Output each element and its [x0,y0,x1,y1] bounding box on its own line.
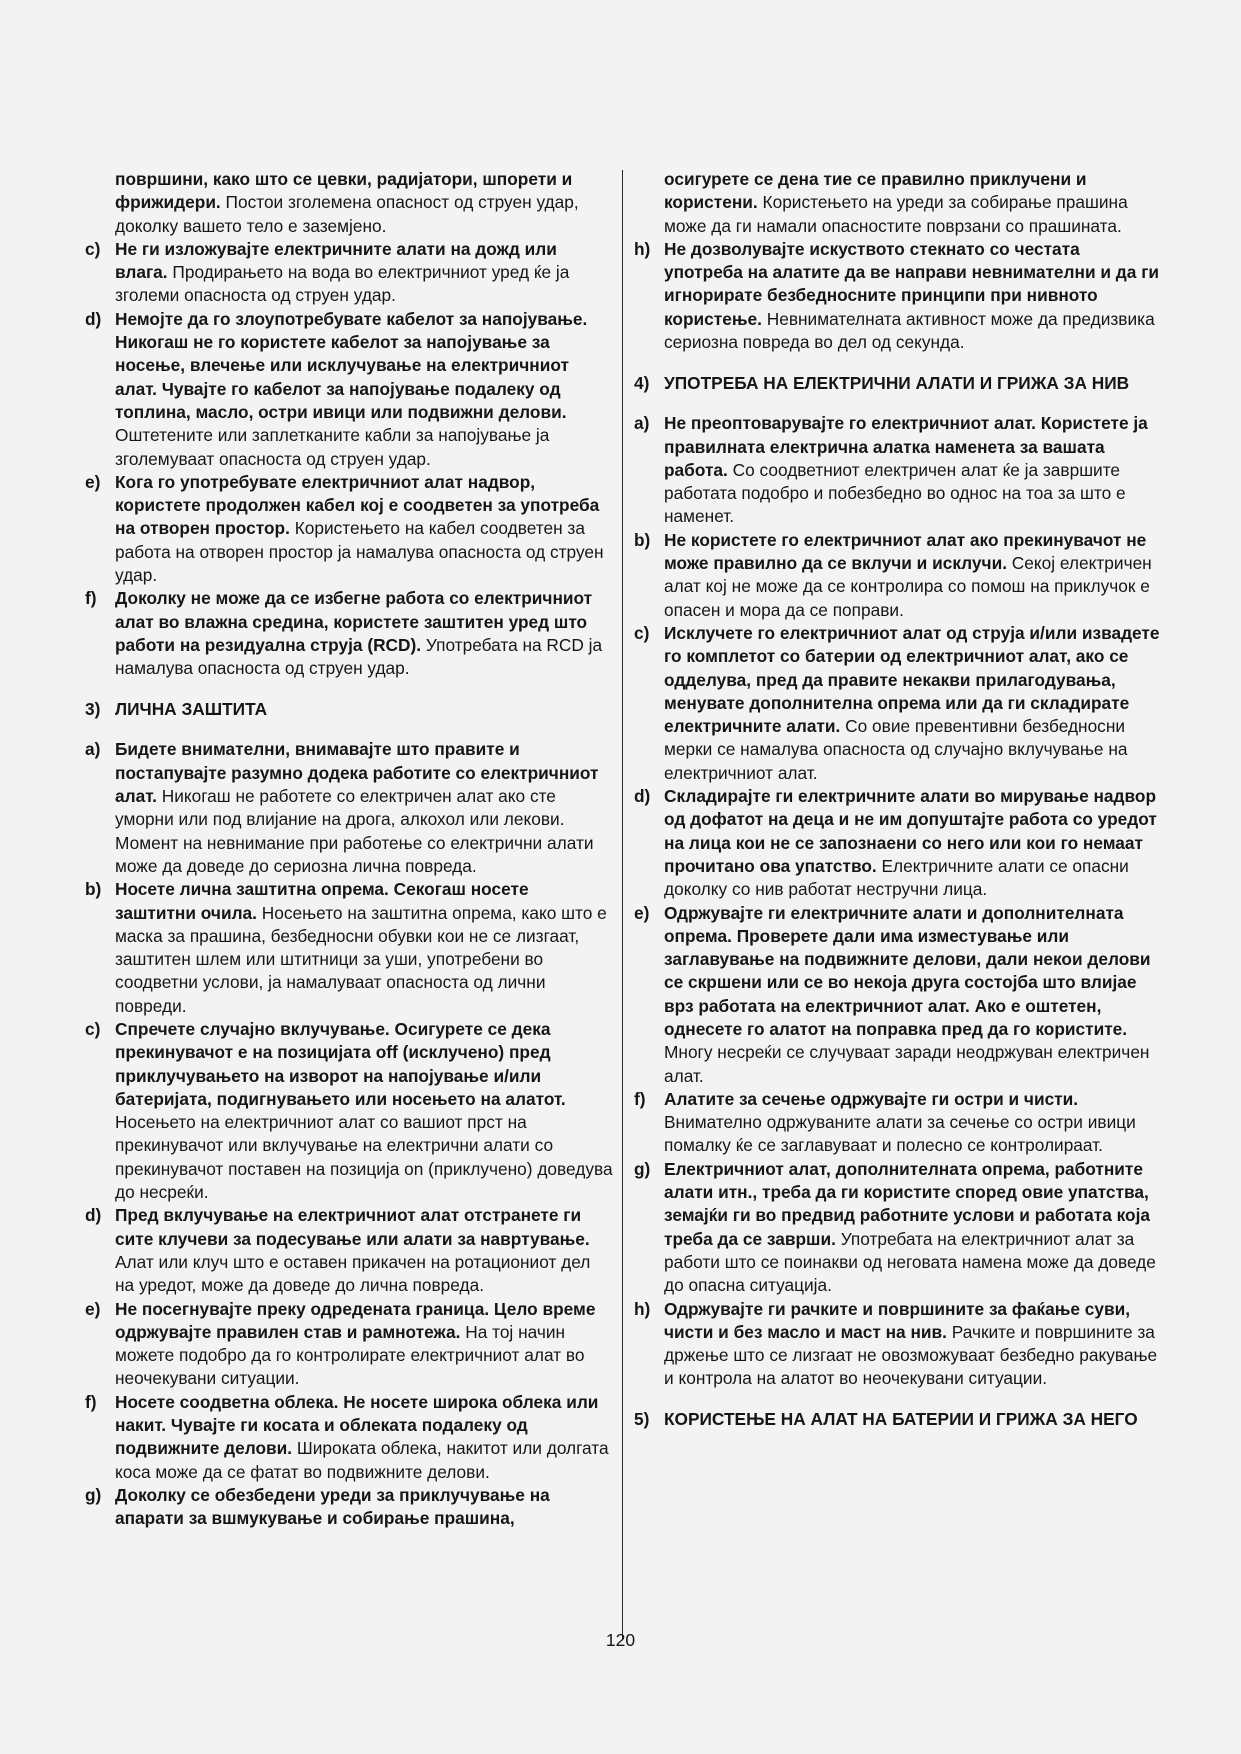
section-heading-5 [634,1408,1162,1431]
item-bold-text: Носете соодветна облека. Не носете широка облека или накит. Чувајте ги косата и облеката подалеку од подвижните делови. [115,1391,599,1459]
item-b-continued [85,168,613,238]
item-label: f) [85,588,97,609]
item-4h [634,1298,1162,1391]
item-4g [634,1158,1162,1298]
item-body-text: Секој електричен алат кој не може да се контролира со помош на приклучок е опасен и мора да се поправи. [664,553,1152,620]
item-label: c) [85,1018,101,1039]
item-body-text: Оштетените или заплетканите кабли за напојување ја зголемуваат опасноста од струен удар. [115,425,550,469]
item-3d [85,1204,613,1297]
item-body-text: Користењето на кабел соодветен за работа на отворен простор ја намалува опасноста од струен удар. [115,518,604,586]
item-d [85,308,613,471]
item-bold-text: Не посегнувајте преку одредената граница. Цело време одржувајте правилен став и рамнотежа. [115,1298,596,1342]
item-4e [634,902,1162,1088]
item-body-text: Многу несреќи се случуваат заради неодржуван електричен алат. [664,1042,1150,1086]
item-bold-text: Не преоптоварувајте го електричниот алат. Користете ја правилната електрична алатка наменета за вашата работа. [664,413,1148,480]
item-label: f) [634,1088,646,1109]
item-label: b) [634,529,651,550]
item-3e [85,1298,613,1391]
item-e [85,471,613,587]
item-label: b) [85,879,102,900]
item-body-text: Невнимателната активност може да предизвика сериозна повреда во дел од секунда. [664,308,1155,353]
item-bold-text: Спречете случајно вклучување. Осигурете се дека прекинувачот е на позицијата off (исклучено) пред приклучувањето на изворот на напојување и/или батеријата, подигнувањето или носењето на алатот. [115,1018,566,1109]
item-4f [634,1088,1162,1158]
item-body-text: Носењето на електричниот алат со вашиот прст на прекинувачот или вклучување на електрични алати со прекинувачот поставен на позиција on (приклучено) доведува до несреќи. [115,1112,613,1203]
section-heading-4 [634,372,1162,395]
section-title: УПОТРЕБА НА ЕЛЕКТРИЧНИ АЛАТИ И ГРИЖА ЗА НИВ [664,372,1130,393]
item-body-text: Продирањето на вода во електричниот уред ќе ја зголеми опасноста од струен удар. [115,262,570,306]
item-bold-text: Одржувајте ги рачките и површините за фаќање суви, чисти и без масло и маст на нив. [664,1298,1131,1342]
item-3g [85,1484,613,1531]
item-body-text: На тој начин можете подобро да го контролирате електричниот алат во неочекувани ситуации. [115,1321,585,1389]
page-number: 120 [605,1630,636,1650]
item-label: e) [634,902,650,923]
item-body-text: Со соодветниот електричен алат ќе ја завршите работата подобро и побезбедно во однос на тоа за што е наменет. [664,459,1126,527]
item-f [85,587,613,680]
item-bold-text: површини, како што се цевки, радијатори, шпорети и фрижидери. [115,169,573,213]
left-column [85,168,613,1531]
item-4c [634,622,1162,785]
item-bold-text: Одржувајте ги електричните алати и дополнителната опрема. Проверете дали има изместување или заглавување на подвижните делови, дали некои делови се скршени или се во некоја друга состојба што влијае врз работата на електричниот алат. Ако е оштетен, однесете го алатот на поправка пред да го користите. [664,902,1151,1039]
item-body-text: Електричните алати се опасни доколку со нив работат нестручни лица. [664,855,1129,900]
item-bold-text: Не дозволувајте искуството стекнато со честата употреба на алатите да ве направи невнимателни и да ги игнорирате безбедносните принципи при нивното користење. [664,238,1160,329]
item-bold-text: осигурете се дена тие се правилно приклучени и користени. [664,169,1087,213]
item-bold-text: Пред вклучување на електричниот алат отстранете ги сите клучеви за подесување или алати за навртување. [115,1205,590,1249]
column-divider [622,170,623,1640]
section-heading-3 [85,698,613,721]
item-label: h) [634,1298,651,1319]
item-label: f) [85,1391,97,1412]
item-c [85,238,613,308]
item-bold-text: Доколку не може да се избегне работа со електричниот алат во влажна средина, користете заштитен уред што работи на резидуална струја (RCD). [115,588,593,655]
item-3h [634,238,1162,354]
item-bold-text: Електричниот алат, дополнителната опрема, работните алати итн., треба да ги користите според овие упатства, земајќи ги во предвид работните услови и работата која треба да се заврши. [664,1158,1151,1249]
item-label: e) [85,471,101,492]
section-number: 3) [85,698,101,719]
item-body-text: Користењето на уреди за собирање прашина може да ги намали опасностите поврзани со прашината. [664,192,1128,236]
item-bold-text: Не користете го електричниот алат ако прекинувачот не може правилно да се вклучи и исклучи. [664,529,1147,574]
item-3a [85,738,613,878]
item-label: a) [85,739,101,760]
section-title: КОРИСТЕЊЕ НА АЛАТ НА БАТЕРИИ И ГРИЖА ЗА НЕГО [664,1409,1138,1430]
item-bold-text: Складирајте ги електричните алати во мирување надвор од дофатот на деца и не им допуштајте работа со уредот на лица кои не се запознаени со него или кои го немаат прочитано ова упатство. [664,786,1157,876]
item-bold-text: Исклучете го електричниот алат од струја и/или извадете го комплетот со батерии од електричниот алат, ако се одделува, пред да правите некакви прилагодувања, менувате дополнителна опрема или да ги складирате електричните алати. [664,622,1160,737]
item-label: a) [634,413,650,434]
item-bold-text: Алатите за сечење одржувајте ги остри и чисти. [664,1088,1079,1109]
item-label: d) [634,786,651,807]
item-3f [85,1391,613,1484]
item-bold-text: Бидете внимателни, внимавајте што правите и постапувајте разумно додека работите со електричниот алат. [115,739,599,807]
item-body-text: Никогаш не работете со електричен алат ако сте уморни или под влијание на дрога, алкохол или лекови. Момент на невнимание при работење со електрични алати може да доведе до сериозна лична повреда. [115,786,594,876]
section-number: 5) [634,1409,650,1430]
item-4a [634,412,1162,528]
section-number: 4) [634,372,650,393]
item-bold-text: Доколку се обезбедени уреди за приклучување на апарати за вшмукување и собирање прашина, [115,1484,550,1529]
item-body-text: Алат или клуч што е оставен прикачен на ротациониот дел на уредот, може да доведе до лична повреда. [115,1251,591,1296]
item-bold-text: Кога го употребувате електричниот алат надвор, користете продолжен кабел кој е соодветен за употреба на отворен простор. [115,471,600,539]
item-body-text: Со овие превентивни безбедносни мерки се намалува опасноста од случајно вклучување на електричниот алат. [664,716,1128,783]
item-label: e) [85,1298,101,1319]
item-4d [634,785,1162,901]
item-body-text: Широката облека, накитот или долгата коса може да се фатат во подвижните делови. [115,1438,609,1482]
section-title: ЛИЧНА ЗАШТИТА [115,698,268,719]
item-bold-text: Носете лична заштитна опрема. Секогаш носете заштитни очила. [115,879,529,923]
item-body-text: Употребата на RCD ја намалува опасноста од струен удар. [115,634,603,679]
item-label: d) [85,308,102,329]
item-body-text: Рачките и површините за држење што се лизгаат не овозможуваат безбедно ракување и контрола на алатот во неочекувани ситуации. [664,1321,1158,1389]
item-bold-text: Не ги изложувајте електричните алати на дожд или влага. [115,238,557,283]
item-body-text: Носењето на заштитна опрема, како што е маска за прашина, безбедносни обувки кои не се лизгаат, заштитен шлем или штитници за уши, употребени во соодветни услови, ја намалуваат опасноста од лични повреди. [115,902,607,1016]
item-body-text: Внимателно одржуваните алати за сечење со остри ивици помалку ќе се заглавуваат и полесно се контролираат. [664,1112,1136,1156]
item-label: d) [85,1205,102,1226]
right-column [634,168,1162,1449]
item-label: g) [85,1484,102,1505]
item-4b [634,529,1162,622]
item-body-text: Постои зголемена опасност од струен удар, доколку вашето тело е заземјено. [115,192,579,236]
item-label: g) [634,1158,651,1179]
item-body-text: Употребата на електричниот алат за работи што се поинакви од неговата намена може да доведе до опасна ситуација. [664,1228,1156,1296]
item-3b [85,878,613,1018]
item-3g-continued [634,168,1162,238]
item-3c [85,1018,613,1204]
item-label: c) [85,238,101,259]
item-label: h) [634,238,651,259]
item-bold-text: Немојте да го злоупотребувате кабелот за напојување. Никогаш не го користете кабелот за напојување за носење, влечење или исклучување на електричниот алат. Чувајте го кабелот за напојување подалеку од топлина, масло, остри ивици или подвижни делови. [115,308,588,422]
item-label: c) [634,622,650,643]
